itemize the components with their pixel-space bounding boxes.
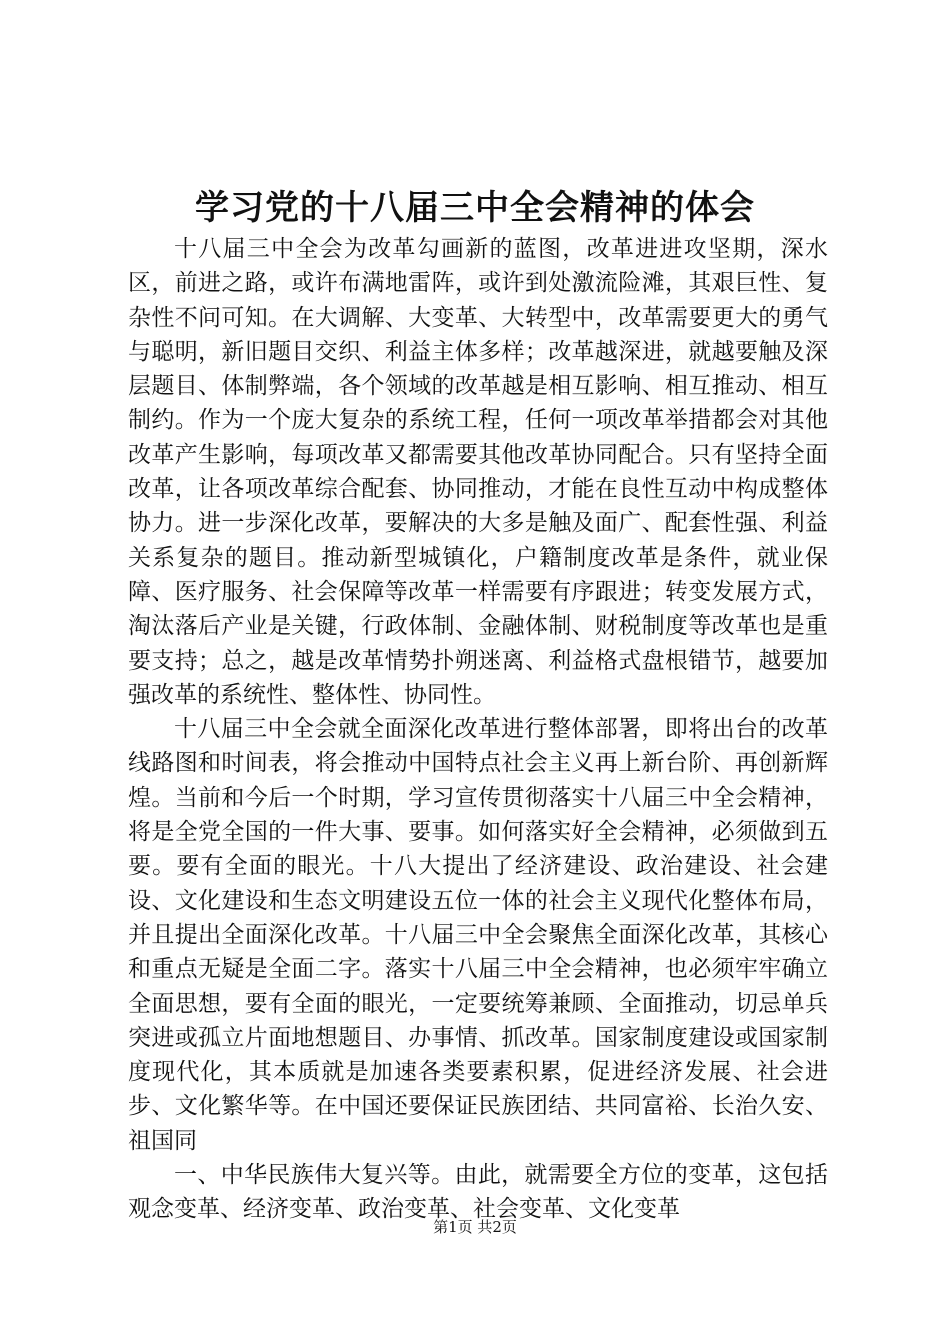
paragraph-3: 一、中华民族伟大复兴等。由此，就需要全方位的变革，这包括观念变革、经济变革、政治变革、社会变革、文化变革 [128,1162,828,1223]
document-title: 学习党的十八届三中全会精神的体会 [195,188,755,228]
paragraph-2: 十八届三中全会就全面深化改革进行整体部署，即将出台的改革线路图和时间表，将会推动中国特点社会主义再上新台阶、再创新辉煌。当前和今后一个时期，学习宣传贯彻落实十八届三中全会精神，将是全党全国的一件大事、要事。如何落实好全会精神，必须做到五要。要有全面的眼光。十八大提出了经济建设、政治建设、社会建设、文化建设和生态文明建设五位一体的社会主义现代化整体布局，并且提出全面深化改革。十八届三中全会聚焦全面深化改革，其核心和重点无疑是全面二字。落实十八届三中全会精神，也必须牢牢确立全面思想，要有全面的眼光，一定要统筹兼顾、全面推动，切忌单兵突进或孤立片面地想题目、办事情、抓改革。国家制度建设或国家制度现代化，其本质就是加速各类要素积累，促进经济发展、社会进步、文化繁华等。在中国还要保证民族团结、共同富裕、长治久安、祖国同 [128,716,828,1154]
paragraph-1: 十八届三中全会为改革勾画新的蓝图，改革进进攻坚期，深水区，前进之路，或许布满地雷阵，或许到处激流险滩，其艰巨性、复杂性不问可知。在大调解、大变革、大转型中，改革需要更大的勇气与聪明，新旧题目交织、利益主体多样；改革越深进，就越要触及深层题目、体制弊端，各个领域的改革越是相互影响、相互推动、相互制约。作为一个庞大复杂的系统工程，任何一项改革举措都会对其他改革产生影响，每项改革又都需要其他改革协同配合。只有坚持全面改革，让各项改革综合配套、协同推动，才能在良性互动中构成整体协力。进一步深化改革，要解决的大多是触及面广、配套性强、利益关系复杂的题目。推动新型城镇化，户籍制度改革是条件，就业保障、医疗服务、社会保障等改革一样需要有序跟进；转变发展方式，淘汰落后产业是关键，行政体制、金融体制、财税制度等改革也是重要支持；总之，越是改革情势扑朔迷离、利益格式盘根错节，越要加强改革的系统性、整体性、协同性。 [128,236,828,708]
document-body [128,232,828,1227]
page-footer: 第1页 共2页 [433,1218,517,1236]
